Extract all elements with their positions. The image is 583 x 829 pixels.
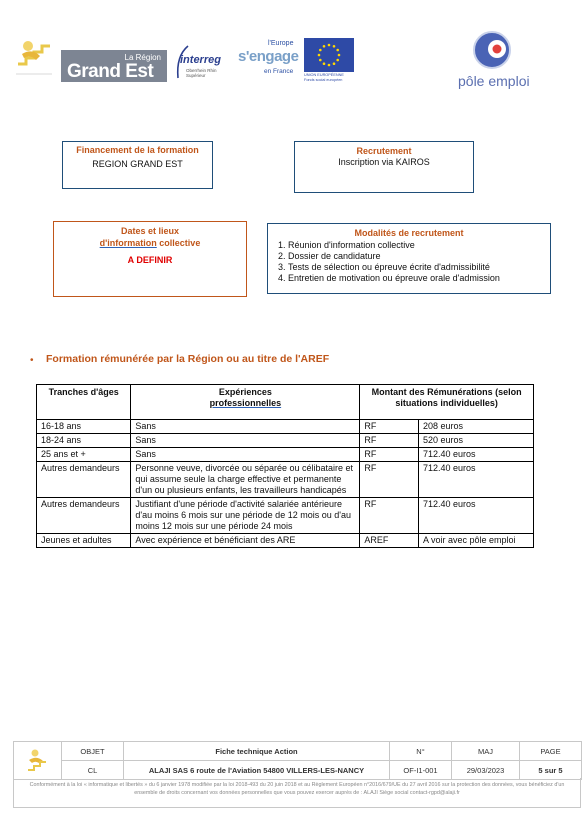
dates-title-line2 [54, 237, 246, 249]
footer-cl: CL [62, 761, 124, 780]
modalites-item: 4. Entretien de motivation ou épreuve orale d'admission [288, 273, 550, 284]
footer-title: Fiche technique Action [124, 742, 390, 761]
table-row [37, 534, 534, 548]
cell-experience: Avec expérience et bénéficiant des ARE [131, 534, 360, 548]
table-row [37, 462, 534, 498]
cell-experience: Sans [131, 448, 360, 462]
europe-logo-line2: s'engage [238, 48, 299, 65]
footer-objet-label: OBJET [62, 742, 124, 761]
recrutement-box [294, 141, 474, 193]
cell-age: Autres demandeurs [37, 498, 131, 534]
footer-table [13, 741, 582, 780]
footer-logo [14, 742, 62, 780]
footer-page-label: PAGE [520, 742, 582, 761]
footer-row [14, 742, 582, 761]
cell-type: RF [360, 448, 419, 462]
eu-flag-icon [304, 38, 354, 72]
header-montant: Montant des Rémunérations (selon situations individuelles) [360, 385, 534, 420]
cell-amount: 712.40 euros [418, 498, 533, 534]
cell-age: Jeunes et adultes [37, 534, 131, 548]
header-experiences-line2: professionnelles [209, 398, 282, 408]
table-row [37, 448, 534, 462]
footer-row [14, 761, 582, 780]
modalites-item: 3. Tests de sélection ou épreuve écrite d'admissibilité [288, 262, 550, 273]
remuneration-table [36, 384, 534, 548]
financement-value: REGION GRAND EST [92, 159, 183, 169]
modalites-box [267, 223, 551, 294]
cell-amount: 520 euros [418, 434, 533, 448]
footer-page-value: 5 sur 5 [520, 761, 582, 780]
header-tranches: Tranches d'âges [37, 385, 131, 420]
cell-type: RF [360, 434, 419, 448]
footer-disclaimer: Conformément à la loi « informatique et libertés » du 6 janvier 1978 modifiée par la loi 2018-493 du 20 juin 2018 et au Règlement Européen n°2016/679/UE du 27 avril 2016 sur la protection des données, vous bénéficiez d'un ensemble de droits concernant vos données personnelles que vous pouvez exercer auprès de : ALAJI Siège social contact-rgpd@alaji.fr [13, 778, 581, 808]
cell-age: Autres demandeurs [37, 462, 131, 498]
section-bullet: • [30, 355, 34, 366]
recrutement-title: Recrutement [356, 146, 412, 156]
financement-title: Financement de la formation [76, 145, 199, 155]
europe-logo-line3: en France [264, 68, 294, 75]
cell-type: AREF [360, 534, 419, 548]
alaji-footer-icon [25, 746, 51, 774]
footer-num-label: N° [390, 742, 452, 761]
cell-amount: 208 euros [418, 420, 533, 434]
region-logo-big-text: Grand Est [67, 61, 154, 82]
cell-amount: A voir avec pôle emploi [418, 534, 533, 548]
cell-type: RF [360, 498, 419, 534]
interreg-logo [174, 42, 232, 82]
pole-emploi-icon [454, 30, 530, 74]
dates-title-line1: Dates et lieux [120, 226, 180, 236]
table-row [37, 498, 534, 534]
eu-flag-logo [304, 38, 354, 82]
modalites-list [268, 240, 550, 284]
europe-engage-logo [234, 38, 298, 82]
europe-logo-line1: l'Europe [268, 40, 294, 47]
interreg-logo-text: interreg [180, 54, 221, 66]
cell-type: RF [360, 420, 419, 434]
dates-title-underlined: d'information [99, 238, 157, 248]
interreg-logo-sub: Oberrhein Rhin Supérieur [186, 68, 217, 78]
modalites-title: Modalités de recrutement [354, 228, 464, 238]
footer-maj-value: 29/03/2023 [452, 761, 520, 780]
dates-title-rest: collective [156, 238, 201, 248]
footer-num-value: OF-I1-001 [390, 761, 452, 780]
cell-experience: Sans [131, 420, 360, 434]
modalites-item: 2. Dossier de candidature [288, 251, 550, 262]
table-header-row [37, 385, 534, 420]
recrutement-value: Inscription via KAIROS [338, 157, 430, 167]
cell-experience: Personne veuve, divorcée ou séparée ou célibataire et qui assume seule la charge effective et permanente d'un ou plusieurs enfants, les travailleurs handicapés [131, 462, 360, 498]
footer-maj-label: MAJ [452, 742, 520, 761]
cell-type: RF [360, 462, 419, 498]
cell-age: 16-18 ans [37, 420, 131, 434]
cell-amount: 712.40 euros [418, 462, 533, 498]
pole-emploi-logo-text: pôle emploi [458, 73, 530, 89]
dates-title [54, 225, 246, 249]
cell-experience: Sans [131, 434, 360, 448]
cell-experience: Justifiant d'une période d'activité salariée antérieure d'au moins 6 mois sur une période de 12 mois ou d'au moins 12 mois sur une période 24 mois [131, 498, 360, 534]
table-row [37, 434, 534, 448]
financement-box [62, 141, 213, 189]
eu-logo-caption: UNION EUROPÉENNE Fonds social européen [304, 73, 344, 82]
region-grand-est-logo [61, 50, 167, 82]
header-experiences [131, 385, 360, 420]
modalites-item: 1. Réunion d'information collective [288, 240, 550, 251]
header-experiences-line1: Expériences [218, 387, 272, 397]
region-logo-small-text: La Région [124, 53, 161, 62]
section-heading: Formation rémunérée par la Région ou au titre de l'AREF [46, 353, 330, 365]
dates-value: A DEFINIR [127, 255, 173, 265]
cell-age: 25 ans et + [37, 448, 131, 462]
table-row [37, 420, 534, 434]
alaji-logo [12, 34, 56, 78]
cell-amount: 712.40 euros [418, 448, 533, 462]
footer-address: ALAJI SAS 6 route de l'Aviation 54800 VILLERS-LES-NANCY [124, 761, 390, 780]
pole-emploi-logo [454, 30, 530, 90]
dates-box [53, 221, 247, 297]
cell-age: 18-24 ans [37, 434, 131, 448]
